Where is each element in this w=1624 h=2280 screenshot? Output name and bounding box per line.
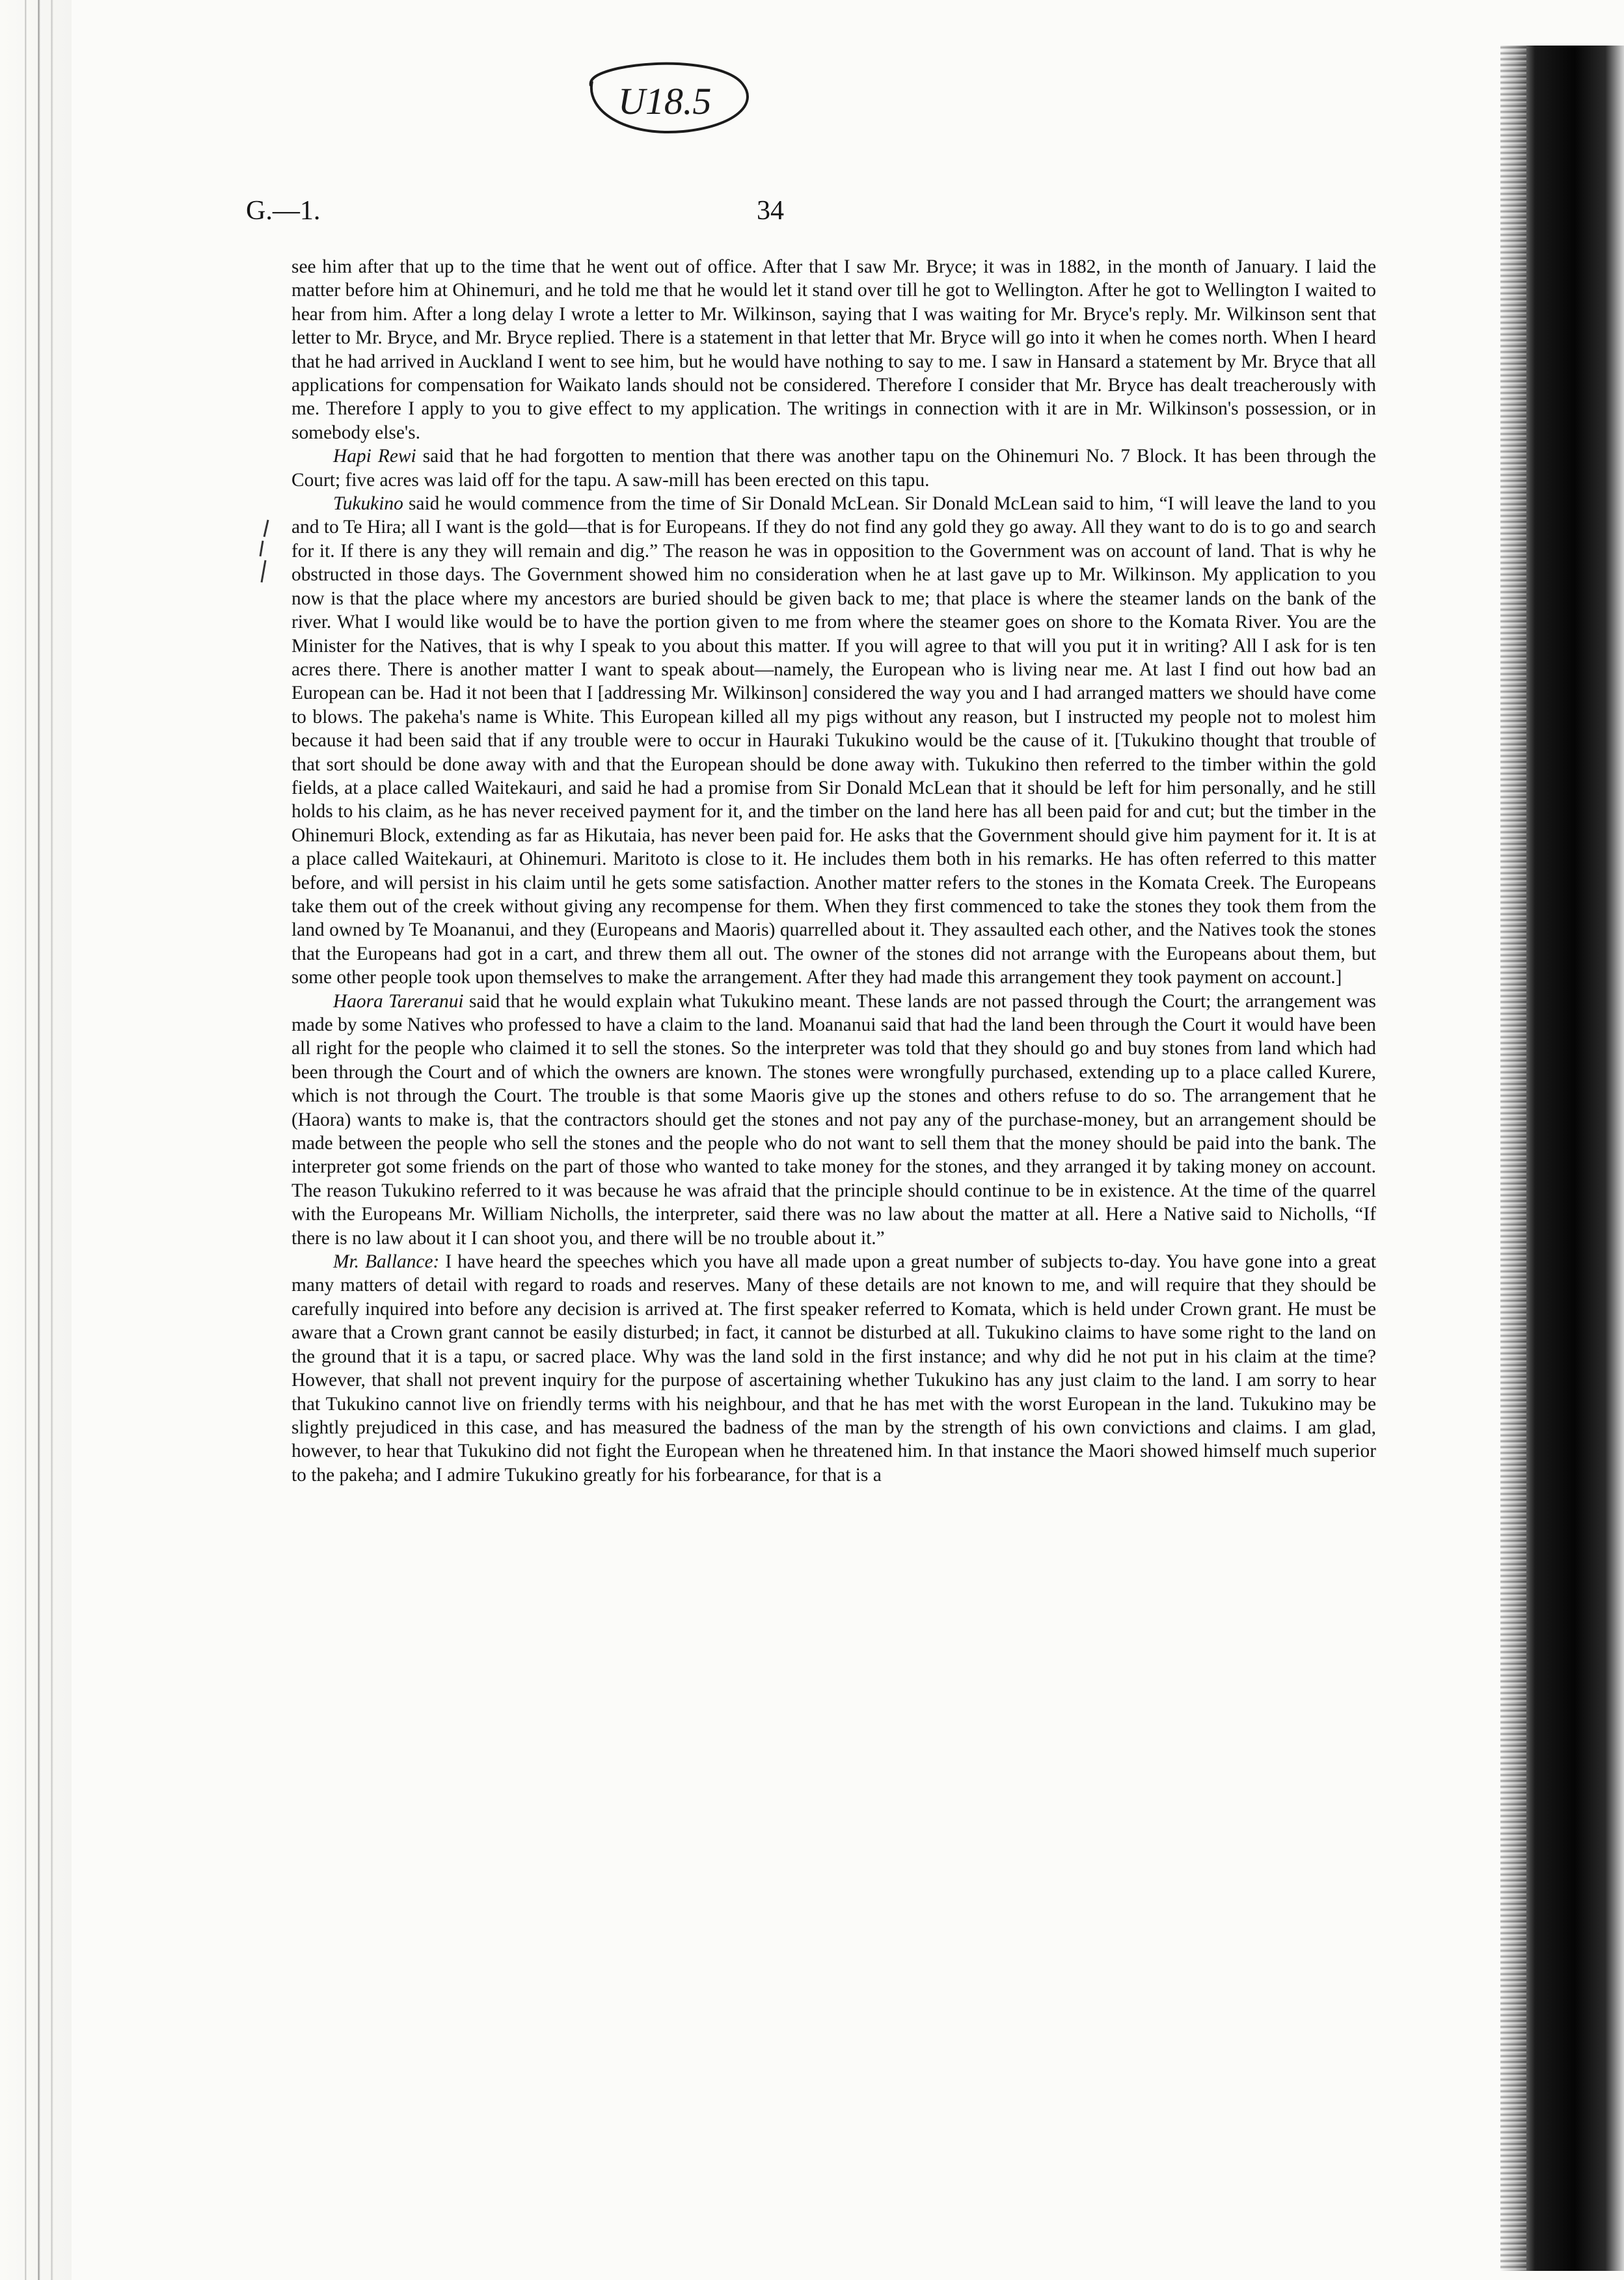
- speaker-name: Mr. Ballance:: [333, 1251, 440, 1273]
- speaker-name: Tukukino: [333, 493, 403, 515]
- paragraph-text: I have heard the speeches which you have all made upon a great number of subjects to-day. You have gone into a great many matters of detail with regard to roads and reserves. Many of these details are not known to me, and will require that they should be carefully inquired into before any decision is arrived at. The first speaker referred to Komata, which is held under Crown grant. He must be aware that a Crown grant cannot be easily disturbed; in fact, it cannot be disturbed at all. Tukukino claims to have some right to the land on the ground that it is a tapu, or sacred place. Why was the land sold in the first instance; and why did he not put in his claim at the time? However, that shall not prevent inquiry for the purpose of ascertaining whether Tukukino has any just claim to the land. I am sorry to hear that Tukukino cannot live on friendly terms with his neighbour, and that he has met with the worst European in the land. Tukukino may be slightly prejudiced in this case, and has measured the badness of the man by the strength of his own convictions and claims. I am glad, however, to hear that Tukukino did not fight the European when he threatened him. In that instance the Maori showed himself much superior to the pakeha; and I admire Tukukino greatly for his forbearance, for that is a: [291, 1251, 1376, 1486]
- body-text: [291, 255, 1376, 1487]
- speaker-name: Haora Tareranui: [333, 990, 464, 1012]
- paragraph-text: said that he had forgotten to mention that there was another tapu on the Ohinemuri No. 7 Block. It has been through the Court; five acres was laid off for the tapu. A saw-mill has been erected on this tapu.: [291, 446, 1376, 491]
- paragraph: [291, 492, 1376, 990]
- paragraph-text: said that he would explain what Tukukino meant. These lands are not passed through the Court; the arrangement was made by some Natives who professed to have a claim to the land. Moananui said that had the land been through the Court it would have been all right for the people who claimed it to sell the stones. So the interpreter was told that they should go and buy stones from land which had been through the Court and of which the owners are known. The stones were wrongfully purchased, extending up to a place called Kurere, which is not through the Court. The trouble is that some Maoris give up the stones and others refuse to do so. The arrangement that he (Haora) wants to make is, that the contractors should get the stones and not pay any of the purchase-money, but an arrangement should be made between the people who sell the stones and the people who do not want to sell them that the money should be paid into the bank. The interpreter got some friends on the part of those who wanted to take money for the stones, and they arranged it by taking money on account. The reason Tukukino referred to it was because he was afraid that the principle should continue to be in existence. At the time of the quarrel with the Europeans Mr. William Nicholls, the interpreter, said there was no law about the matter at all. Here a Native said to Nicholls, “If there is no law about it I can shoot you, and there will be no trouble about it.”: [291, 990, 1376, 1249]
- paragraph: [291, 255, 1376, 444]
- archive-mark-drawing: [573, 59, 761, 140]
- series-code: G.—1.: [246, 196, 321, 226]
- margin-pencil-mark: [254, 517, 280, 589]
- speaker-name: Hapi Rewi: [333, 446, 416, 467]
- right-scan-edge: [1500, 46, 1624, 2271]
- left-binding-edge: [0, 0, 72, 2280]
- paragraph: [291, 1250, 1376, 1487]
- page-number: 34: [757, 196, 784, 226]
- paragraph-text: said he would commence from the time of Sir Donald McLean. Sir Donald McLean said to him, “I will leave the land to you and to Te Hira; all I want is the gold—that is for Europeans. If they do not find any gold they go away. All they want to do is to go and search for it. If there is any they will remain and dig.” The reason he was in opposition to the Government was on account of land. That is why he obstructed in those days. The Government showed him no consideration when he at last gave up to Mr. Wilkinson. My application to you now is that the place where my ancestors are buried should be given back to me; that place is where the steamer lands on the bank of the river. What I would like would be to have the portion given to me from where the steamer goes on shore to the Komata River. You are the Minister for the Natives, that is why I speak to you about this matter. If you will agree to that will you put it in writing? All I ask for is ten acres there. There is another matter I want to speak about—namely, the European who is living near me. At last I find out how bad an European can be. Had it not been that I [addressing Mr. Wilkinson] considered the way you and I had arranged matters we should have come to blows. The pakeha's name is White. This European killed all my pigs without any reason, but I instructed my people not to molest him because it had been said that if any trouble were to occur in Hauraki Tukukino would be the cause of it. [Tukukino thought that trouble of that sort should be done away with and that the European should be done away with. Tukukino then referred to the timber within the gold fields, at a place called Waitekauri, and said he had a promise from Sir Donald McLean that it should be left for him personally, and he still holds to his claim, as he has never received payment for it, and the timber on the land here has all been paid for and cut; but the timber in the Ohinemuri Block, extending as far as Hikutaia, has never been paid for. He asks that the Government should give him payment for it. It is at a place called Waitekauri, at Ohinemuri. Maritoto is close to it. He includes them both in his remarks. He has often referred to this matter before, and will persist in his claim until he gets some satisfaction. Another matter refers to the stones in the Komata Creek. The Europeans take them out of the creek without giving any recompense for them. When they first commenced to take the stones they took them from the land owned by Te Moananui, and they (Europeans and Maoris) quarrelled about it. They assaulted each other, and the Natives took the stones that the Europeans had got in a cart, and threw them all out. The owner of the stones did not arrange with the Europeans about them, but some other people took upon themselves to make the arrangement. After they had made this arrangement they took payment on account.]: [291, 493, 1376, 988]
- archive-mark-label: U18.5: [618, 80, 712, 122]
- paragraph: [291, 444, 1376, 492]
- paragraph-text: see him after that up to the time that he went out of office. After that I saw Mr. Bryce; it was in 1882, in the month of January. I laid the matter before him at Ohinemuri, and he told me that he would let it stand over till he got to Wellington. After he got to Wellington I waited to hear from him. After a long delay I wrote a letter to Mr. Wilkinson, saying that I was waiting for Mr. Bryce's reply. Mr. Wilkinson sent that letter to Mr. Bryce, and Mr. Bryce replied. There is a statement in that letter that Mr. Bryce will go into it when he comes north. When I heard that he had arrived in Auckland I went to see him, but he would have nothing to say to me. I saw in Hansard a statement by Mr. Bryce that all applications for compensation for Waikato lands should not be considered. Therefore I consider that Mr. Bryce has dealt treacherously with me. Therefore I apply to you to give effect to my application. The writings in connection with it are in Mr. Wilkinson's possession, or in somebody else's.: [291, 256, 1376, 443]
- archive-mark-stamp: [573, 59, 761, 140]
- paragraph: [291, 990, 1376, 1250]
